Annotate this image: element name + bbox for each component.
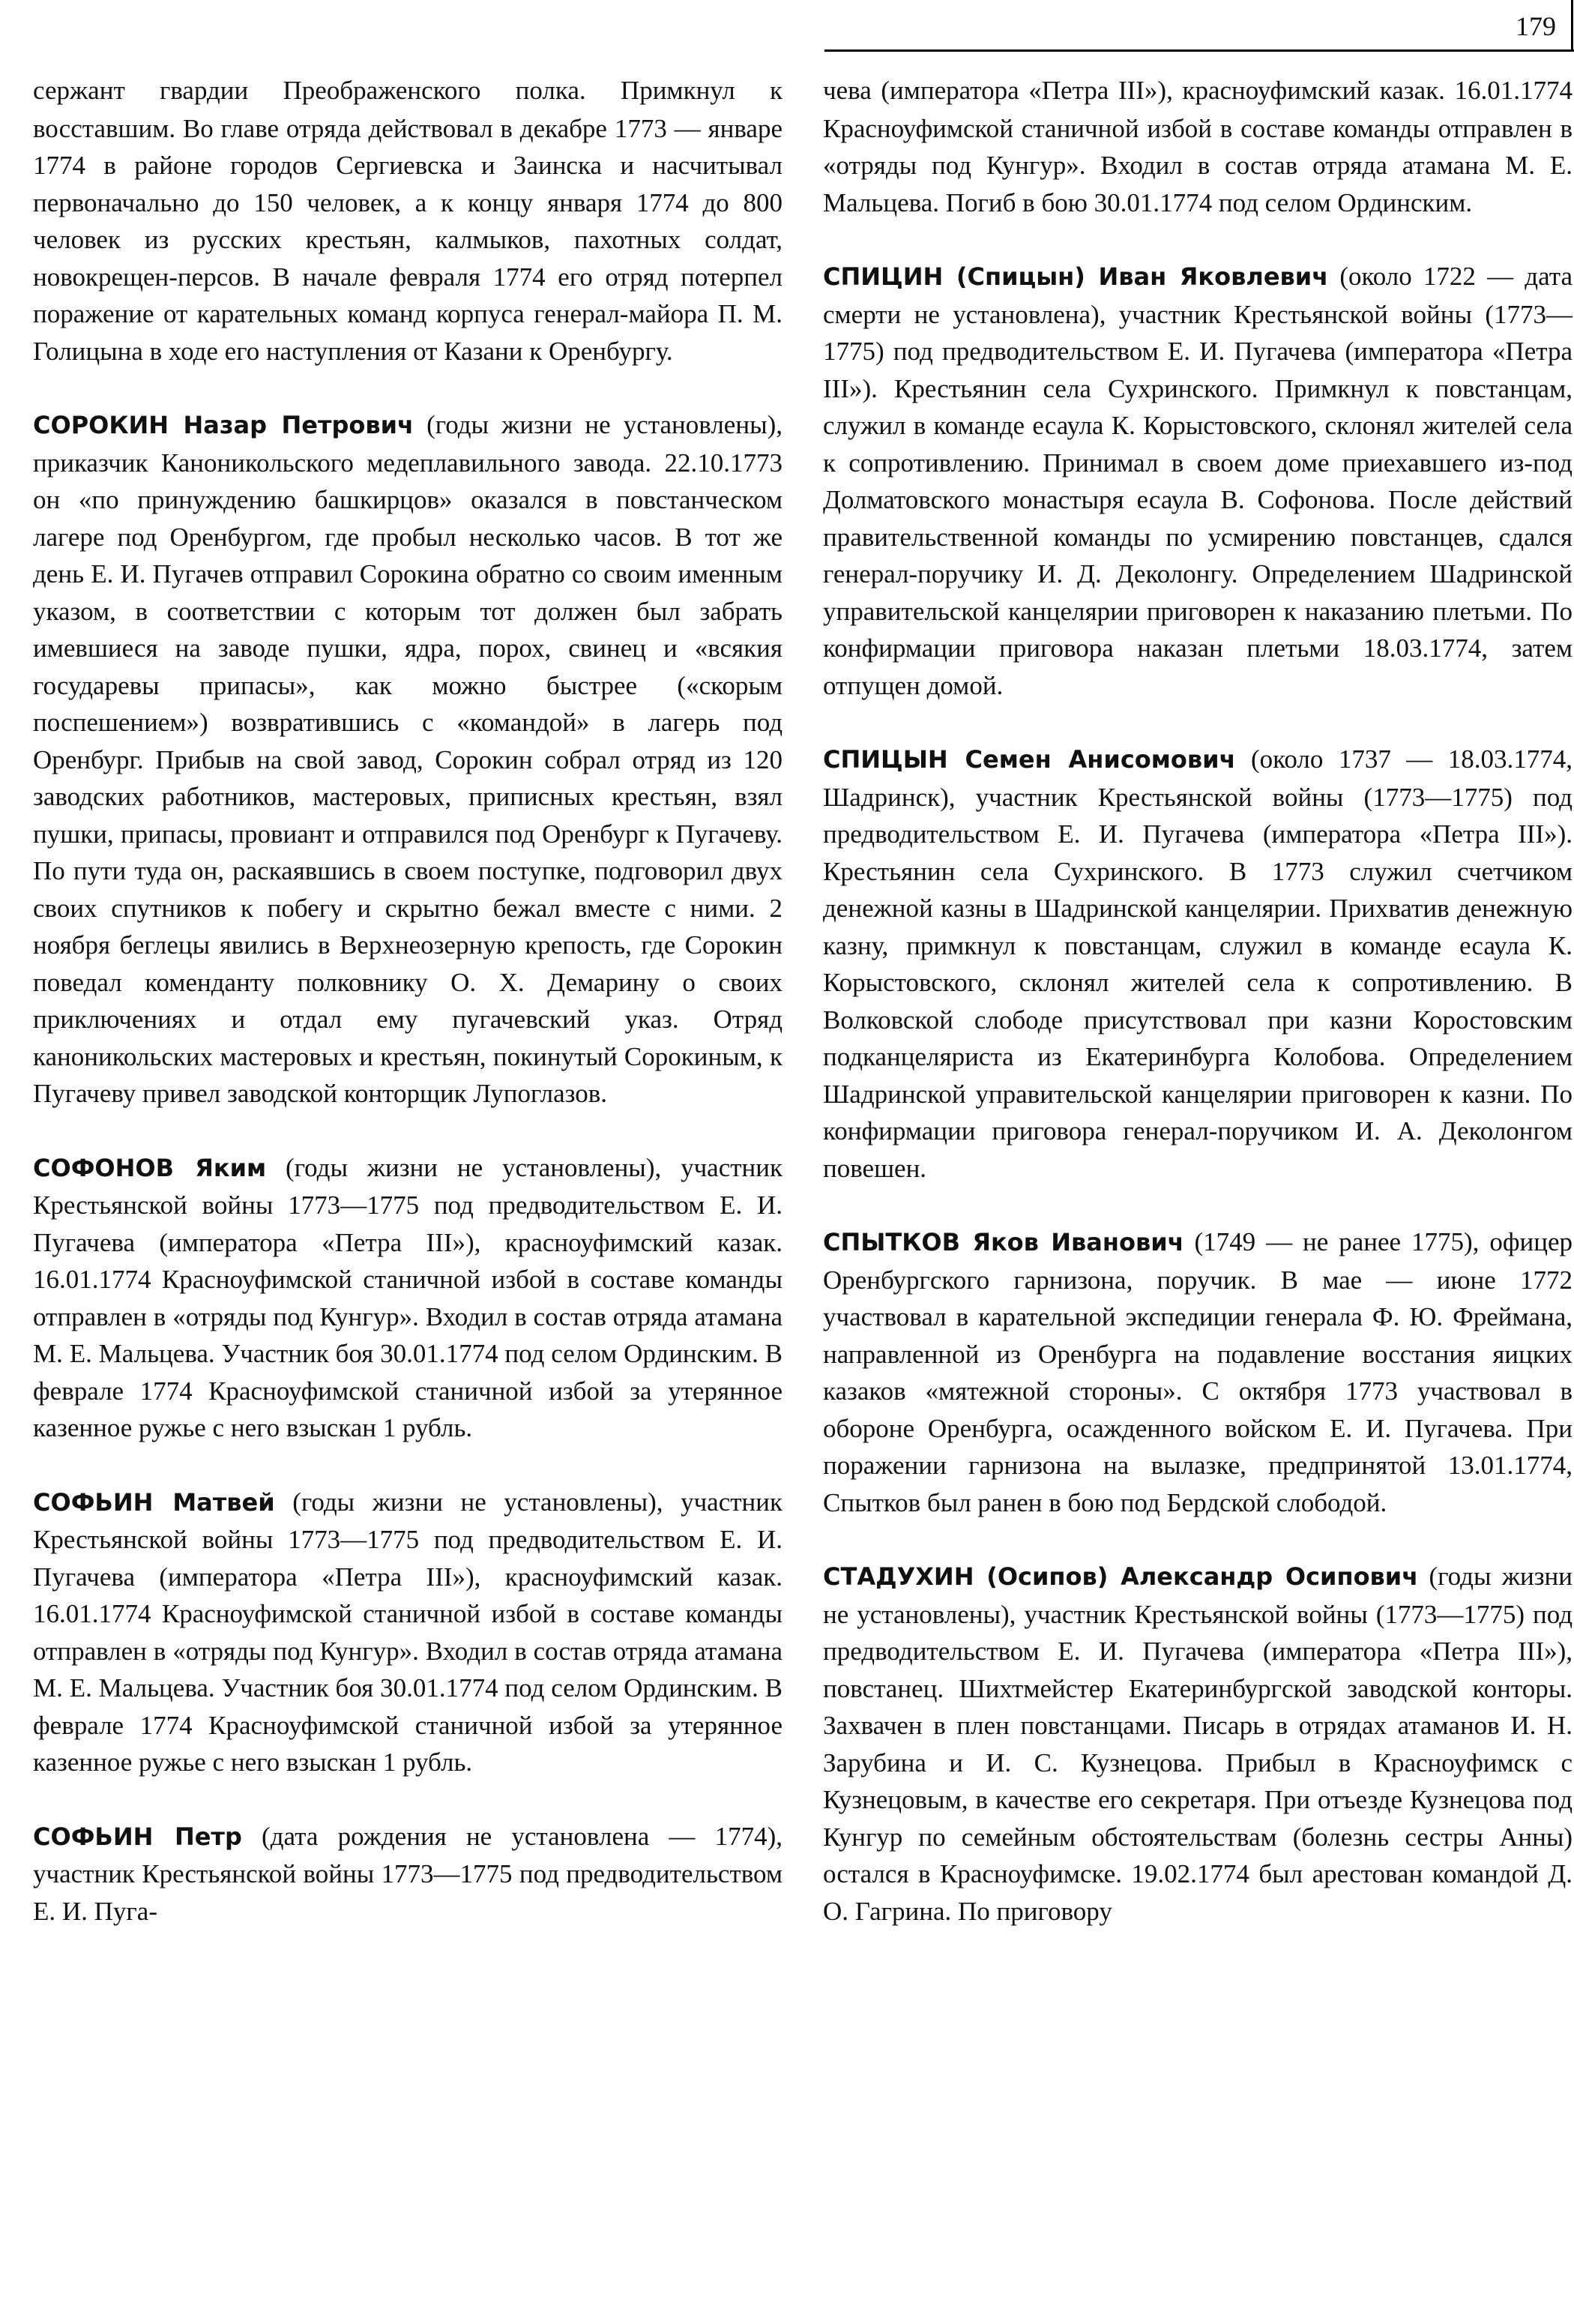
entry-body: (1749 — не ранее 1775), офицер Оренбургского гарнизона, поручик. В мае — июне 1772 участвовал в карательной экспедиции генерала Ф. Ю. Фреймана, направленной из Оренбурга на подавление восстания яицких казаков «мятежной стороны». С октября 1773 участвовал в обороне Оренбурга, осажденного войском Е. И. Пугачева. При поражении гарнизона на вылазке, предпринятой 13.01.1774, Спытков был ранен в бою под Бердской слободой. — [823, 1227, 1573, 1517]
entry-sofin-matvey — [33, 1484, 783, 1781]
entry-body: (годы жизни не установлены), участник Крестьянской войны 1773—1775 под предводительством Е. И. Пугачева (императора «Петра III»), красноуфимский казак. 16.01.1774 Красноуфимской станичной избой в составе команды отправлен в «отряды под Кунгур». Входил в состав отряда атамана М. Е. Мальцева. Участник боя 30.01.1774 под селом Ординским. В феврале 1774 Красноуфимской станичной избой за утерянное казенное ружье с него взыскан 1 рубль. — [33, 1487, 783, 1777]
entry-heading: СТАДУХИН (Осипов) Александр Осипович — [823, 1562, 1419, 1591]
entry-body: (дата рождения не установлена — 1774), участник Крестьянской войны 1773—1775 под предводительством Е. И. Пуга- — [33, 1821, 783, 1926]
entry-heading: СОРОКИН Назар Петрович — [33, 411, 414, 439]
entry-stadukhin — [823, 1558, 1573, 1930]
page-number: 179 — [1516, 11, 1556, 41]
entry-body: (около 1737 — 18.03.1774, Шадринск), участник Крестьянской войны (1773—1775) под предводительством Е. И. Пугачева (императора «Петра III»). Крестьянин села Сухринского. В 1773 служил счетчиком денежной казны в Шадринской канцелярии. Прихватив денежную казну, примкнул к повстанцам, служил в команде есаула К. Корыстовского, склонял жителей села к сопротивлению. В Волковской слободе присутствовал при казни Коростовским подканцеляриста из Екатеринбурга Колобова. Определением Шадринской управительской канцелярии приговорен к казни. По конфирмации приговора генерал-поручиком И. А. Деколонгом повешен. — [823, 744, 1573, 1183]
entry-heading: СПИЦИН (Спицын) Иван Яковлевич — [823, 262, 1329, 291]
entry-heading: СОФОНОВ Яким — [33, 1153, 267, 1182]
entry-heading: СПЫТКОВ Яков Иванович — [823, 1228, 1184, 1256]
entry-sofonov — [33, 1149, 783, 1447]
right-column — [823, 72, 1573, 2314]
entry-continuation: чева (императора «Петра III»), красноуфимский казак. 16.01.1774 Красноуфимской станичной избой в составе команды отправлен в «отряды под Кунгур». Входил в состав отряда атамана М. Е. Мальцева. Погиб в бою 30.01.1774 под селом Ординским. — [823, 76, 1573, 217]
entry-body: (годы жизни не установлены), участник Крестьянской войны 1773—1775 под предводительством Е. И. Пугачева (императора «Петра III»), красноуфимский казак. 16.01.1774 Красноуфимской станичной избой в составе команды отправлен в «отряды под Кунгур». Входил в состав отряда атамана М. Е. Мальцева. Участник боя 30.01.1774 под селом Ординским. В феврале 1774 Красноуфимской станичной избой за утерянное казенное ружье с него взыскан 1 рубль. — [33, 1152, 783, 1442]
entry-continuation: сержант гвардии Преображенского полка. Примкнул к восставшим. Во главе отряда действовал в декабре 1773 — январе 1774 в районе городов Сергиевска и Заинска и насчитывал первоначально до 150 человек, а к концу января 1774 до 800 человек из русских крестьян, калмыков, пахотных солдат, новокрещен-персов. В начале февраля 1774 его отряд потерпел поражение от карательных команд корпуса генерал-майора П. М. Голицына в ходе его наступления от Казани к Оренбургу. — [33, 76, 783, 366]
header-rule — [824, 49, 1574, 52]
entry-heading: СОФЬИН Матвей — [33, 1487, 275, 1517]
entry-body: (около 1722 — дата смерти не установлена), участник Крестьянской войны (1773—1775) под предводительством Е. И. Пугачева (императора «Петра III»). Крестьянин села Сухринского. Примкнул к повстанцам, служил в команде есаула К. Корыстовского, склонял жителей села к сопротивлению. Принимал в своем доме приехавшего из-под Долматовского монастыря есаула В. Софонова. После действий правительственной команды по усмирению повстанцев, сдался генерал-поручику И. Д. Деколонгу. Определением Шадринской управительской канцелярии приговорен к наказанию плетьми. По конфирмации приговора наказан плетьми 18.03.1774, затем отпущен домой. — [823, 262, 1573, 700]
entry-heading: СОФЬИН Петр — [33, 1822, 242, 1851]
entry-heading: СПИЦЫН Семен Анисомович — [823, 745, 1236, 774]
entry-body: (годы жизни не установлены), приказчик Каноникольского медеплавильного завода. 22.10.1773 он «по принуждению башкирцов» оказался в повстанческом лагере под Оренбургом, где пробыл несколько часов. В тот же день Е. И. Пугачев отправил Сорокина обратно со своим именным указом, в соответствии с которым тот должен был забрать имевшиеся на заводе пушки, ядра, порох, свинец и «всякия государевы припасы», как можно быстрее («скорым поспешением») возвратившись с «командой» в лагерь под Оренбург. Прибыв на свой завод, Сорокин собрал отряд из 120 заводских работников, мастеровых, приписных крестьян, взял пушки, припасы, провиант и отправился под Оренбург к Пугачеву. По пути туда он, раскаявшись в своем поступке, подговорил двух своих спутников к побегу и скрытно бежал вместе с ними. 2 ноября беглецы явились в Верхнеозерную крепость, где Сорокин поведал коменданту полковнику О. Х. Демарину о своих приключениях и отдал ему пугачевский указ. Отряд каноникольских мастеровых и крестьян, покинутый Сорокиным, к Пугачеву привел заводской конторщик Лупоглазов. — [33, 410, 783, 1108]
left-column — [33, 72, 783, 2314]
entry-spytkov — [823, 1223, 1573, 1521]
header-side-rule — [1571, 0, 1573, 49]
entry-sofin-petr — [33, 1818, 783, 1930]
entry-spitsyn — [823, 741, 1573, 1187]
entry-spitsin — [823, 258, 1573, 704]
entry-body: (годы жизни не установлены), участник Крестьянской войны (1773—1775) под предводительством Е. И. Пугачева (императора «Петра III»), повстанец. Шихтмейстер Екатеринбургской заводской конторы. Захвачен в плен повстанцами. Писарь в отрядах атаманов И. Н. Зарубина и И. С. Кузнецова. Прибыл в Красноуфимск с Кузнецовым, в качестве его секретаря. При отъезде Кузнецова под Кунгур по семейным обстоятельствам (болезнь сестры Анны) остался в Красноуфимске. 19.02.1774 был арестован командой Д. О. Гагрина. По приговору — [823, 1562, 1573, 1926]
entry-sorokin — [33, 406, 783, 1113]
